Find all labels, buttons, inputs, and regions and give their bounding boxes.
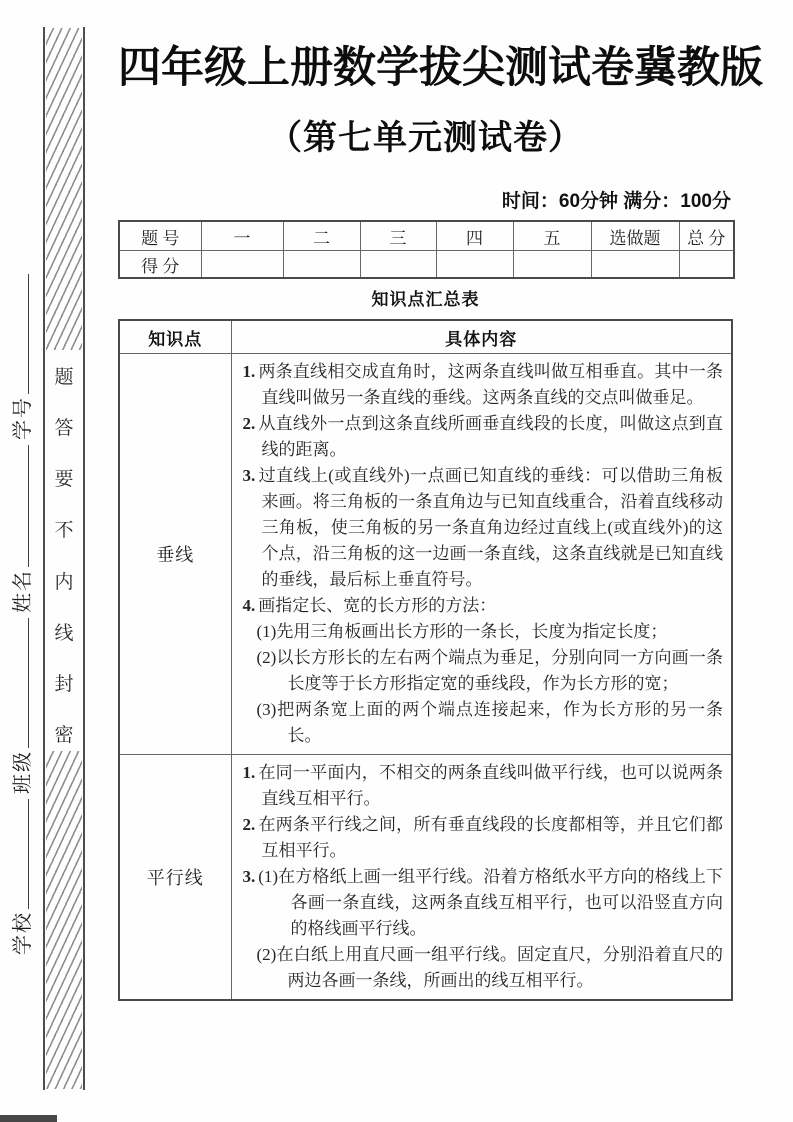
item-number: 1. bbox=[242, 362, 256, 381]
content-sub-item: (2)以长方形长的左右两个端点为垂足，分别向同一方向画一条长度等于长方形指定宽的垂线段，作为长方形的宽； bbox=[256, 648, 723, 693]
student-field-blank-line bbox=[8, 618, 29, 748]
score-value-row bbox=[119, 251, 734, 279]
score-column-header: 五 bbox=[513, 221, 591, 251]
content-item: 3. 过直线上(或直线外)一点画已知直线的垂线：可以借助三角板来画。将三角板的一条直角边与已知直线重合，沿着直线移动三角板，使三角板的另一条直角边经过直线上(或直线外)的这个点，沿三角板的这一边画一条直线，这条直线就是已知直线的垂线，最后标上垂直符号。 bbox=[242, 466, 723, 589]
topic-cell: 垂线 bbox=[119, 354, 231, 755]
student-field-label: 班级 bbox=[12, 750, 34, 794]
item-number: 3. bbox=[242, 867, 256, 886]
scan-edge-artifact bbox=[0, 1115, 57, 1122]
knowledge-table-header-row bbox=[119, 320, 732, 354]
content-cell bbox=[231, 354, 732, 755]
score-value-cell bbox=[360, 251, 436, 279]
score-column-header: 二 bbox=[283, 221, 360, 251]
student-info-fields bbox=[6, 135, 40, 955]
paper-content bbox=[118, 0, 763, 1001]
item-number: 4. bbox=[242, 596, 256, 615]
score-row-label: 得 分 bbox=[119, 251, 201, 279]
seal-text-char: 答 bbox=[54, 418, 74, 440]
student-field-blank-line bbox=[8, 799, 29, 909]
seal-hatch-top bbox=[46, 28, 82, 350]
item-number: 2. bbox=[242, 815, 256, 834]
score-header-label: 题 号 bbox=[119, 221, 201, 251]
content-sub-item: (2)在白纸上用直尺画一组平行线。固定直尺，分别沿着直尺的两边各画一条线，所画出的线互相平行。 bbox=[256, 945, 723, 990]
seal-text-char: 不 bbox=[54, 520, 74, 542]
seal-hatch-bottom bbox=[46, 751, 82, 1089]
item-number: 3. bbox=[242, 466, 256, 485]
score-column-header: 选做题 bbox=[591, 221, 679, 251]
score-column-header: 三 bbox=[360, 221, 436, 251]
seal-text-char: 要 bbox=[54, 469, 74, 491]
student-field-blank-line bbox=[8, 274, 29, 394]
knowledge-row bbox=[119, 354, 732, 755]
content-item: 3. (1)在方格纸上画一组平行线。沿着方格纸水平方向的格线上下各画一条直线，这两条直线互相平行，也可以沿竖直方向的格线画平行线。 bbox=[242, 867, 723, 938]
time-info: 时间：60分钟 满分：100分 bbox=[501, 191, 731, 212]
content-item: 1. 在同一平面内，不相交的两条直线叫做平行线，也可以说两条直线互相平行。 bbox=[242, 763, 723, 808]
item-number: 1. bbox=[242, 763, 256, 782]
content-sub-item: (1)先用三角板画出长方形的一条长，长度为指定长度； bbox=[256, 622, 668, 641]
score-table bbox=[118, 220, 735, 279]
seal-text-char: 内 bbox=[54, 571, 74, 593]
seal-text-char: 题 bbox=[54, 367, 74, 388]
score-value-cell bbox=[513, 251, 591, 279]
content-item: 1. 两条直线相交成直角时，这两条直线叫做互相垂直。其中一条直线叫做另一条直线的垂线。这两条直线的交点叫做垂足。 bbox=[242, 362, 723, 407]
knowledge-row bbox=[119, 755, 732, 1001]
subtitle: （第七单元测试卷） bbox=[268, 119, 583, 157]
score-value-cell bbox=[679, 251, 734, 279]
score-table-header-row bbox=[119, 221, 734, 251]
content-sub-item: (3)把两条宽上面的两个端点连接起来，作为长方形的另一条长。 bbox=[256, 700, 723, 745]
score-value-cell bbox=[201, 251, 283, 279]
knowledge-table bbox=[118, 319, 733, 1001]
seal-text-char: 封 bbox=[54, 673, 74, 695]
score-column-header: 一 bbox=[201, 221, 283, 251]
main-title: 四年级上册数学拔尖测试卷冀教版 bbox=[118, 44, 763, 92]
student-field-blank-line bbox=[8, 445, 29, 567]
topic-cell: 平行线 bbox=[119, 755, 231, 1001]
content-item: 2. 从直线外一点到这条直线所画垂直线段的长度，叫做这点到直线的距离。 bbox=[242, 414, 723, 459]
score-value-cell bbox=[591, 251, 679, 279]
score-value-cell bbox=[436, 251, 513, 279]
seal-text-char: 密 bbox=[54, 724, 74, 746]
student-field-label: 学号 bbox=[12, 396, 34, 440]
knowledge-table-title: 知识点汇总表 bbox=[371, 290, 480, 309]
seal-text bbox=[44, 362, 84, 747]
item-number: 2. bbox=[242, 414, 256, 433]
content-cell bbox=[231, 755, 732, 1001]
col-header-topic: 知识点 bbox=[119, 320, 231, 354]
student-field-label: 姓名 bbox=[12, 569, 34, 613]
score-column-header: 总 分 bbox=[679, 221, 734, 251]
content-item: 4. 画指定长、宽的长方形的方法： bbox=[242, 596, 497, 615]
score-column-header: 四 bbox=[436, 221, 513, 251]
student-field-label: 学校 bbox=[12, 911, 34, 955]
col-header-content: 具体内容 bbox=[231, 320, 732, 354]
seal-text-char: 线 bbox=[54, 622, 74, 644]
content-item: 2. 在两条平行线之间，所有垂直线段的长度都相等，并且它们都互相平行。 bbox=[242, 815, 723, 860]
score-value-cell bbox=[283, 251, 360, 279]
